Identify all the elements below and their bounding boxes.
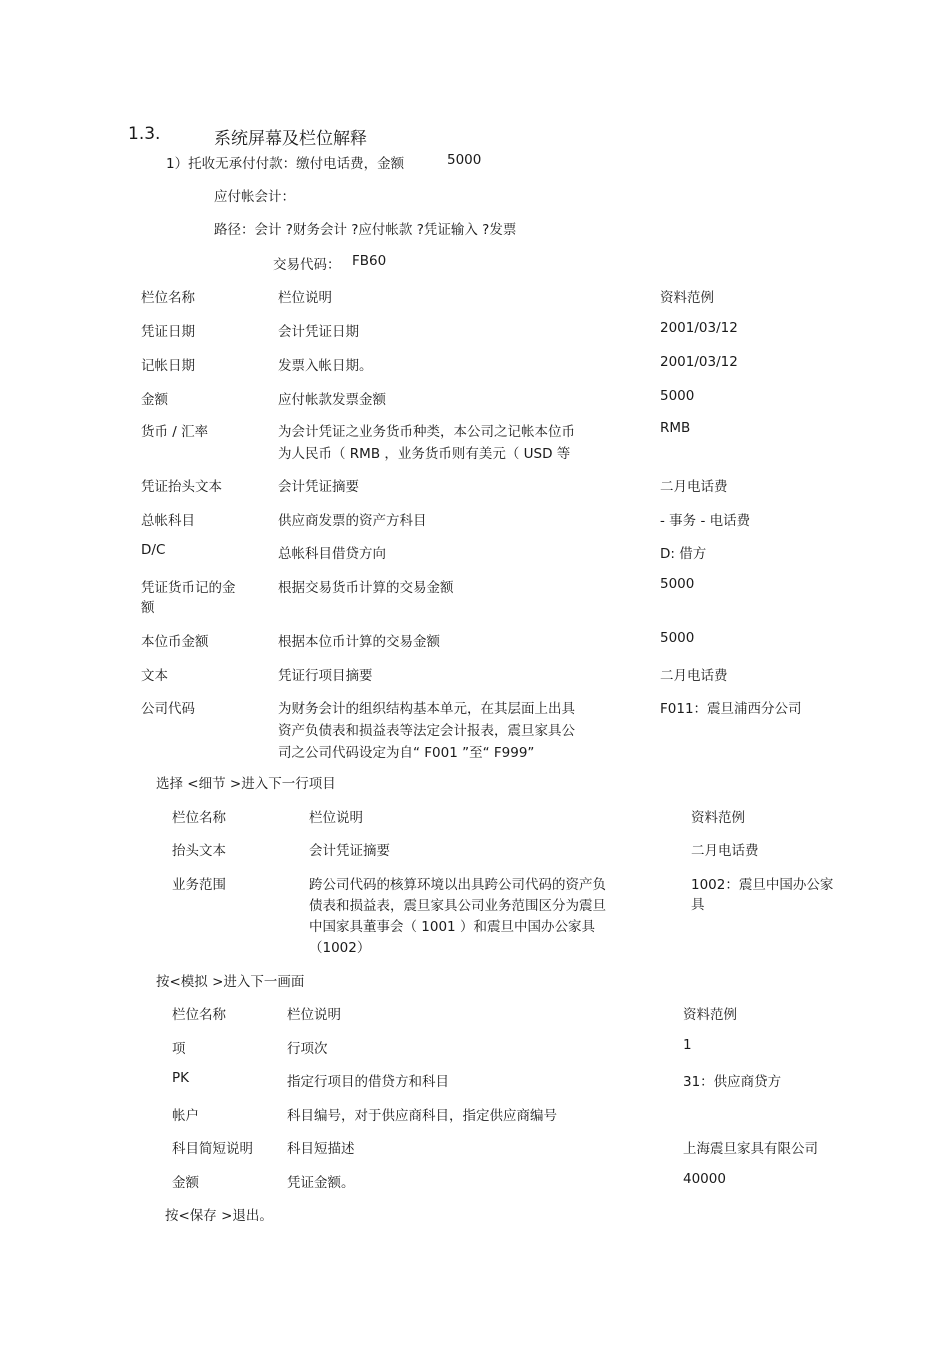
table3-header-desc: 栏位说明 [287, 1007, 341, 1023]
table-cell-desc-line3: 中国家具董事会（ 1001 ）和震旦中国办公家具 [309, 919, 595, 935]
table3-header-example: 资料范例 [683, 1007, 737, 1023]
table1-header-desc: 栏位说明 [278, 290, 332, 306]
table-cell-example: F011：震旦浦西分公司 [660, 701, 802, 717]
table-cell-desc: 供应商发票的资产方科目 [278, 513, 427, 529]
item-amount: 5000 [447, 152, 482, 168]
table-cell-desc: 发票入帐日期。 [278, 358, 373, 374]
table-cell-name: 业务范围 [172, 877, 226, 893]
section-number: 1.3. [128, 124, 161, 144]
table-cell-example: 2001/03/12 [660, 354, 738, 370]
tcode-label: 交易代码： [273, 257, 341, 273]
table1-header-example: 资料范例 [660, 290, 714, 306]
table-cell-name: 凭证抬头文本 [141, 479, 222, 495]
table-cell-desc-line2: 资产负债表和损益表等法定会计报表，震旦家具公 [278, 723, 575, 739]
table-cell-desc: 跨公司代码的核算环境以出具跨公司代码的资产负 [309, 877, 606, 893]
table-cell-name: 凭证货币记的金 [141, 580, 236, 596]
table-cell-example: D: 借方 [660, 546, 707, 562]
table-cell-desc: 行项次 [287, 1041, 328, 1057]
table-cell-desc: 科目编号，对于供应商科目，指定供应商编号 [287, 1108, 557, 1124]
table-cell-example: 5000 [660, 630, 695, 646]
table-cell-example: 31：供应商贷方 [683, 1074, 782, 1090]
table-cell-name: 抬头文本 [172, 843, 226, 859]
table-cell-name: 本位币金额 [141, 634, 209, 650]
table-cell-example: 二月电话费 [691, 843, 759, 859]
table-cell-desc: 凭证行项目摘要 [278, 668, 373, 684]
tcode-value: FB60 [352, 253, 387, 269]
table-cell-name: 帐户 [172, 1108, 199, 1124]
table-cell-example: 上海震旦家具有限公司 [683, 1141, 818, 1157]
table-cell-name: 科目简短说明 [172, 1141, 253, 1157]
table-cell-desc: 根据交易货币计算的交易金额 [278, 580, 454, 596]
table-cell-name: 文本 [141, 668, 168, 684]
table-cell-desc: 会计凭证摘要 [278, 479, 359, 495]
table-cell-example: 1002：震旦中国办公家 [691, 877, 834, 893]
table-cell-desc: 根据本位币计算的交易金额 [278, 634, 440, 650]
table-cell-name: PK [172, 1070, 189, 1086]
instruction-details: 选择 <细节 >进入下一行项目 [156, 776, 336, 792]
table-cell-example: 5000 [660, 388, 695, 404]
table-cell-desc: 总帐科目借贷方向 [278, 546, 386, 562]
navigation-path: 路径：会计 ?财务会计 ?应付帐款 ?凭证输入 ?发票 [214, 222, 517, 238]
table-cell-desc-line4: （1002） [309, 940, 371, 956]
table-cell-example: 1 [683, 1037, 692, 1053]
table-cell-desc: 会计凭证摘要 [309, 843, 390, 859]
table-cell-example: 二月电话费 [660, 668, 728, 684]
table-cell-desc-line2: 为人民币（ RMB ，业务货币则有美元（ USD 等 [278, 446, 571, 462]
table-cell-name: 金额 [141, 392, 168, 408]
table-cell-example: 二月电话费 [660, 479, 728, 495]
table-cell-desc: 科目短描述 [287, 1141, 355, 1157]
instruction-save: 按<保存 >退出。 [165, 1208, 273, 1224]
table3-header-name: 栏位名称 [172, 1007, 226, 1023]
table-cell-example: 40000 [683, 1171, 726, 1187]
table-cell-example: 2001/03/12 [660, 320, 738, 336]
table-cell-example: RMB [660, 420, 691, 436]
table-cell-desc: 为会计凭证之业务货币种类，本公司之记帐本位币 [278, 424, 575, 440]
table2-header-desc: 栏位说明 [309, 810, 363, 826]
table-cell-name: 总帐科目 [141, 513, 195, 529]
table2-header-example: 资料范例 [691, 810, 745, 826]
table-cell-desc-line3: 司之公司代码设定为自“ F001 ”至“ F999” [278, 745, 535, 761]
table-cell-desc: 应付帐款发票金额 [278, 392, 386, 408]
instruction-simulate: 按<模拟 >进入下一画面 [156, 974, 305, 990]
table-cell-desc-line2: 债表和损益表，震旦家具公司业务范围区分为震旦 [309, 898, 606, 914]
section-title: 系统屏幕及栏位解释 [214, 129, 367, 149]
table-cell-name: 金额 [172, 1175, 199, 1191]
table-cell-name: 货币 / 汇率 [141, 424, 209, 440]
table-cell-desc: 指定行项目的借贷方和科目 [287, 1074, 449, 1090]
table-cell-example-line2: 具 [691, 897, 705, 913]
table2-header-name: 栏位名称 [172, 810, 226, 826]
table-cell-example: - 事务 - 电话费 [660, 513, 751, 529]
table-cell-example: 5000 [660, 576, 695, 592]
table-cell-name-line2: 额 [141, 600, 155, 616]
table-cell-desc: 为财务会计的组织结构基本单元，在其层面上出具 [278, 701, 575, 717]
table-cell-desc: 凭证金额。 [287, 1175, 355, 1191]
table-cell-name: 公司代码 [141, 701, 195, 717]
table-cell-name: 凭证日期 [141, 324, 195, 340]
table-cell-name: 记帐日期 [141, 358, 195, 374]
subtitle: 应付帐会计： [214, 189, 295, 205]
table1-header-name: 栏位名称 [141, 290, 195, 306]
table-cell-desc: 会计凭证日期 [278, 324, 359, 340]
table-cell-name: 项 [172, 1041, 186, 1057]
table-cell-name: D/C [141, 542, 166, 558]
item-description: 1）托收无承付付款：缴付电话费，金额 [166, 156, 405, 172]
